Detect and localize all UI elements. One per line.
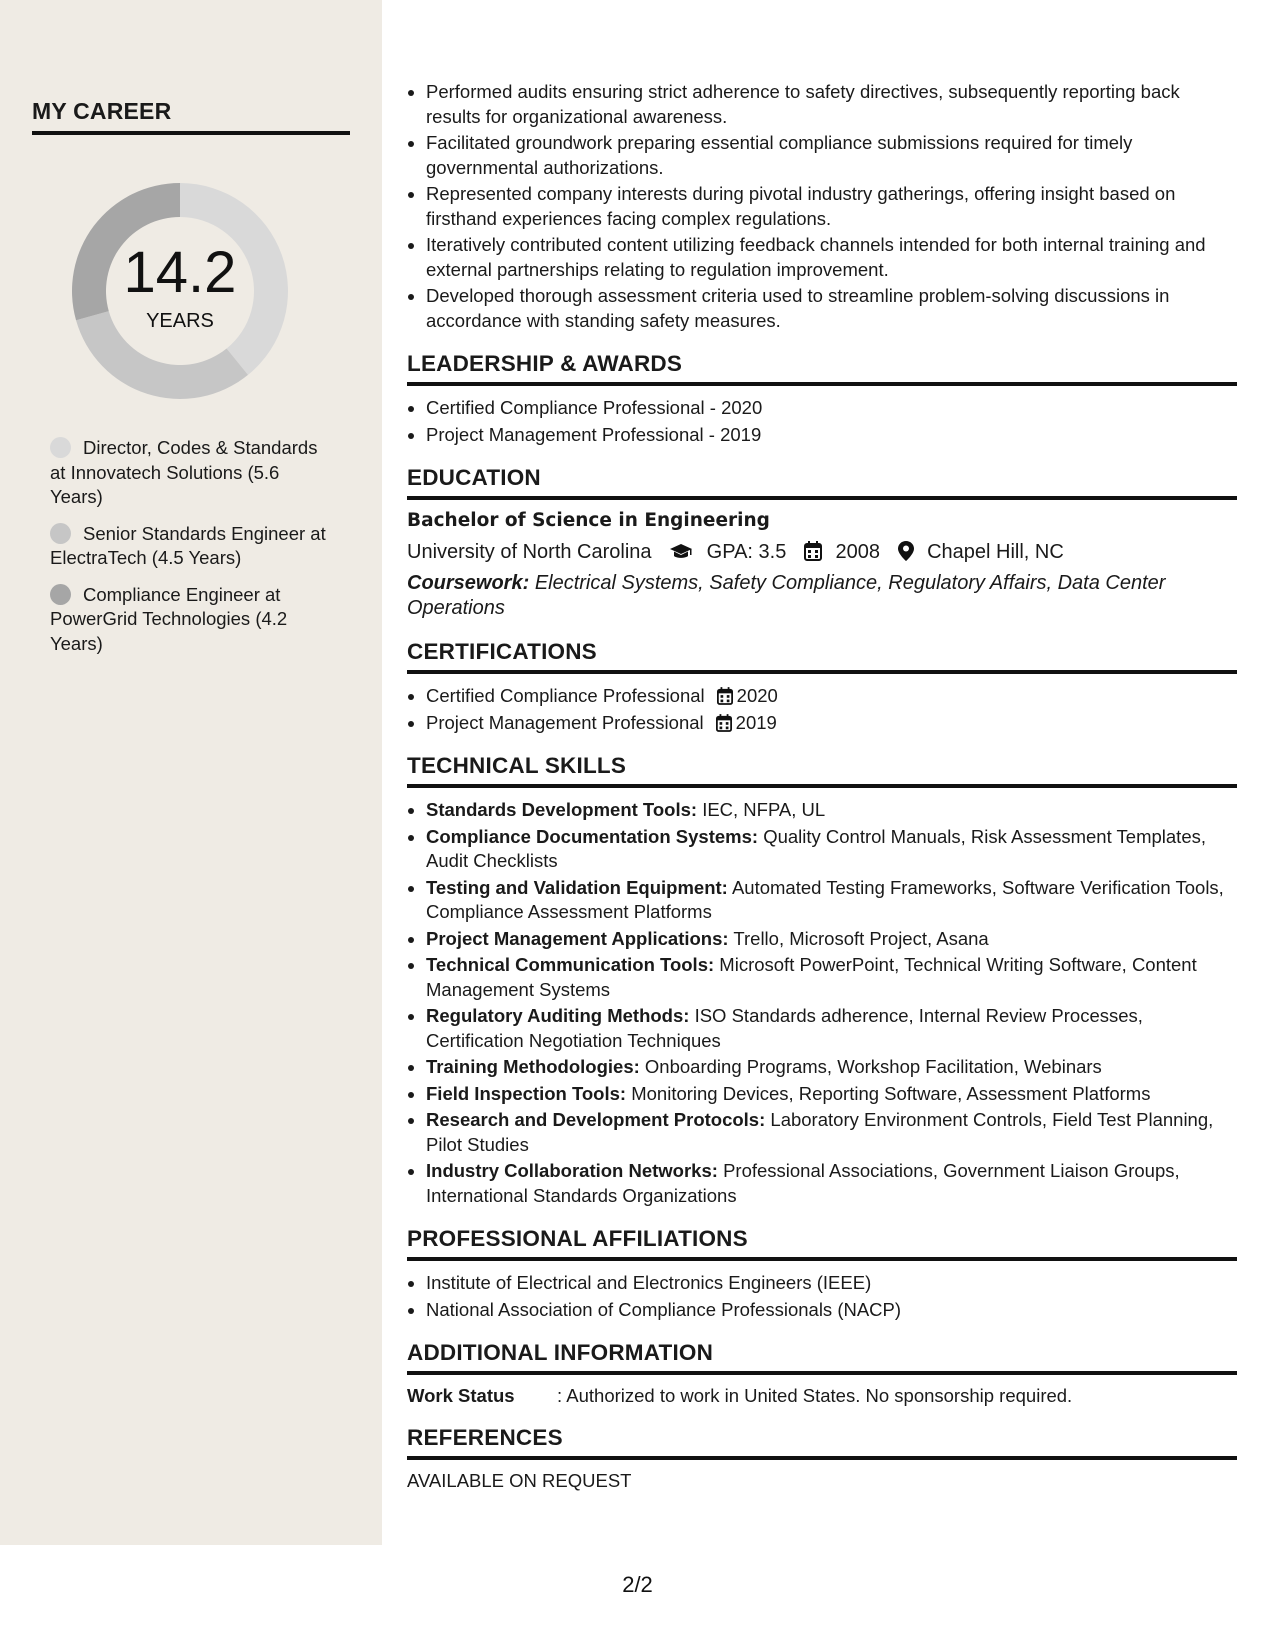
school-location: Chapel Hill, NC xyxy=(927,541,1064,563)
list-item: • Certified Compliance Professional - 2020 xyxy=(426,396,1237,421)
skill-value: Automated Testing Frameworks, Software Verification Tools, Compliance Assessment Platforms xyxy=(426,876,1224,922)
skills-section xyxy=(407,753,1237,1208)
work-status-value: : Authorized to work in United States. No sponsorship required. xyxy=(557,1385,1073,1406)
list-item xyxy=(426,1159,1237,1208)
section-heading: LEADERSHIP & AWARDS xyxy=(407,351,1237,386)
legend-label: Director, Codes & Standards at Innovatech Solutions (5.6 Years) xyxy=(50,437,318,507)
degree-title: Bachelor of Science in Engineering xyxy=(407,510,770,531)
list-item: • National Association of Compliance Professionals (NACP) xyxy=(426,1298,1237,1323)
section-heading: EDUCATION xyxy=(407,465,1237,500)
skill-value: Professional Associations, Government Liaison Groups, International Standards Organizations xyxy=(426,1160,1180,1206)
certification-name: Certified Compliance Professional xyxy=(426,685,705,706)
section-heading: ADDITIONAL INFORMATION xyxy=(407,1340,1237,1375)
section-heading: TECHNICAL SKILLS xyxy=(407,753,1237,788)
skill-value: Monitoring Devices, Reporting Software, Assessment Platforms xyxy=(631,1082,1151,1104)
list-item: • Facilitated groundwork preparing essential compliance submissions required for timely governmental authorizations. xyxy=(426,131,1237,180)
skill-label: Testing and Validation Equipment: xyxy=(426,876,728,898)
skill-value: Laboratory Environment Controls, Field Test Planning, Pilot Studies xyxy=(426,1109,1214,1155)
list-item xyxy=(426,1082,1237,1107)
skill-label: Industry Collaboration Networks: xyxy=(426,1160,718,1181)
legend-item xyxy=(50,522,335,571)
skill-label: Field Inspection Tools: xyxy=(426,1082,627,1104)
section-heading: REFERENCES xyxy=(407,1425,1237,1460)
career-total-years: 14.2 xyxy=(123,240,237,305)
list-item xyxy=(426,684,1237,709)
legend-dot xyxy=(50,584,71,605)
skill-label: Standards Development Tools: xyxy=(426,799,698,820)
legend-item xyxy=(50,583,335,657)
references-text: AVAILABLE ON REQUEST xyxy=(407,1470,632,1491)
skill-value: ISO Standards adherence, Internal Review Processes, Certification Negotiation Techniques xyxy=(426,1005,1143,1051)
list-item xyxy=(426,927,1237,952)
education-section xyxy=(407,465,1237,621)
work-status-row xyxy=(407,1385,1237,1407)
education-details xyxy=(407,539,1237,565)
list-item xyxy=(426,1055,1237,1080)
calendar-icon xyxy=(716,714,732,732)
skill-label: Technical Communication Tools: xyxy=(426,954,715,975)
experience-bullets xyxy=(407,80,1237,333)
list-item xyxy=(426,1108,1237,1157)
gpa: GPA: 3.5 xyxy=(706,541,787,563)
skill-label: Compliance Documentation Systems: xyxy=(426,825,759,847)
career-total-unit: YEARS xyxy=(146,310,214,332)
certification-year: 2019 xyxy=(735,711,777,733)
list-item xyxy=(426,798,1237,823)
section-heading: CERTIFICATIONS xyxy=(407,639,1237,674)
list-item: • Project Management Professional - 2019 xyxy=(426,423,1237,448)
legend-item xyxy=(50,436,335,510)
work-status-label: Work Status xyxy=(407,1385,515,1406)
additional-section xyxy=(407,1340,1237,1407)
coursework xyxy=(407,571,1237,621)
location-pin-icon xyxy=(898,541,914,561)
graduation-year: 2008 xyxy=(835,541,880,563)
coursework-label: Coursework: xyxy=(407,572,530,594)
skill-value: Microsoft PowerPoint, Technical Writing Software, Content Management Systems xyxy=(426,954,1197,1000)
leadership-section xyxy=(407,351,1237,447)
list-item: • Developed thorough assessment criteria used to streamline problem-solving discussions in accordance with standing safety measures. xyxy=(426,284,1237,333)
legend-dot xyxy=(50,437,71,458)
section-heading: PROFESSIONAL AFFILIATIONS xyxy=(407,1226,1237,1261)
legend-dot xyxy=(50,523,71,544)
career-title: MY CAREER xyxy=(32,98,350,135)
page-number: 2/2 xyxy=(622,1572,653,1597)
affiliations-section xyxy=(407,1226,1237,1322)
list-item xyxy=(426,876,1237,925)
certifications-section xyxy=(407,639,1237,735)
main-content xyxy=(407,80,1237,1492)
calendar-icon xyxy=(717,687,733,705)
list-item xyxy=(426,1004,1237,1053)
school-name: University of North Carolina xyxy=(407,541,652,563)
skill-value: Trello, Microsoft Project, Asana xyxy=(733,927,989,949)
list-item xyxy=(426,953,1237,1002)
legend-label: Senior Standards Engineer at ElectraTech (4.5 Years) xyxy=(50,522,326,568)
graduation-cap-icon xyxy=(669,543,693,561)
legend-label: Compliance Engineer at PowerGrid Technologies (4.2 Years) xyxy=(50,583,288,654)
list-item xyxy=(426,825,1237,874)
coursework-list: Electrical Systems, Safety Compliance, Regulatory Affairs, Data Center Operations xyxy=(407,572,1166,619)
list-item: • Iteratively contributed content utilizing feedback channels intended for both internal training and external partnerships relating to regulation improvement. xyxy=(426,233,1237,282)
skill-label: Project Management Applications: xyxy=(426,927,729,949)
skill-label: Regulatory Auditing Methods: xyxy=(426,1005,690,1026)
skill-value: Onboarding Programs, Workshop Facilitation, Webinars xyxy=(644,1056,1102,1077)
sidebar xyxy=(0,0,382,1545)
certification-year: 2020 xyxy=(736,685,778,706)
skill-value: IEC, NFPA, UL xyxy=(702,799,826,820)
references-section xyxy=(407,1425,1237,1492)
list-item: • Performed audits ensuring strict adherence to safety directives, subsequently reporting back results for organizational awareness. xyxy=(426,80,1237,129)
skill-value: Quality Control Manuals, Risk Assessment Templates, Audit Checklists xyxy=(426,825,1206,871)
calendar-icon xyxy=(804,541,822,561)
list-item: • Represented company interests during pivotal industry gatherings, offering insight based on firsthand experiences facing complex regulations. xyxy=(426,182,1237,231)
list-item: • Institute of Electrical and Electronics Engineers (IEEE) xyxy=(426,1271,1237,1296)
list-item xyxy=(426,711,1237,736)
skill-label: Research and Development Protocols: xyxy=(426,1109,766,1130)
certification-name: Project Management Professional xyxy=(426,711,704,733)
skill-label: Training Methodologies: xyxy=(426,1056,640,1077)
career-legend xyxy=(50,436,335,668)
